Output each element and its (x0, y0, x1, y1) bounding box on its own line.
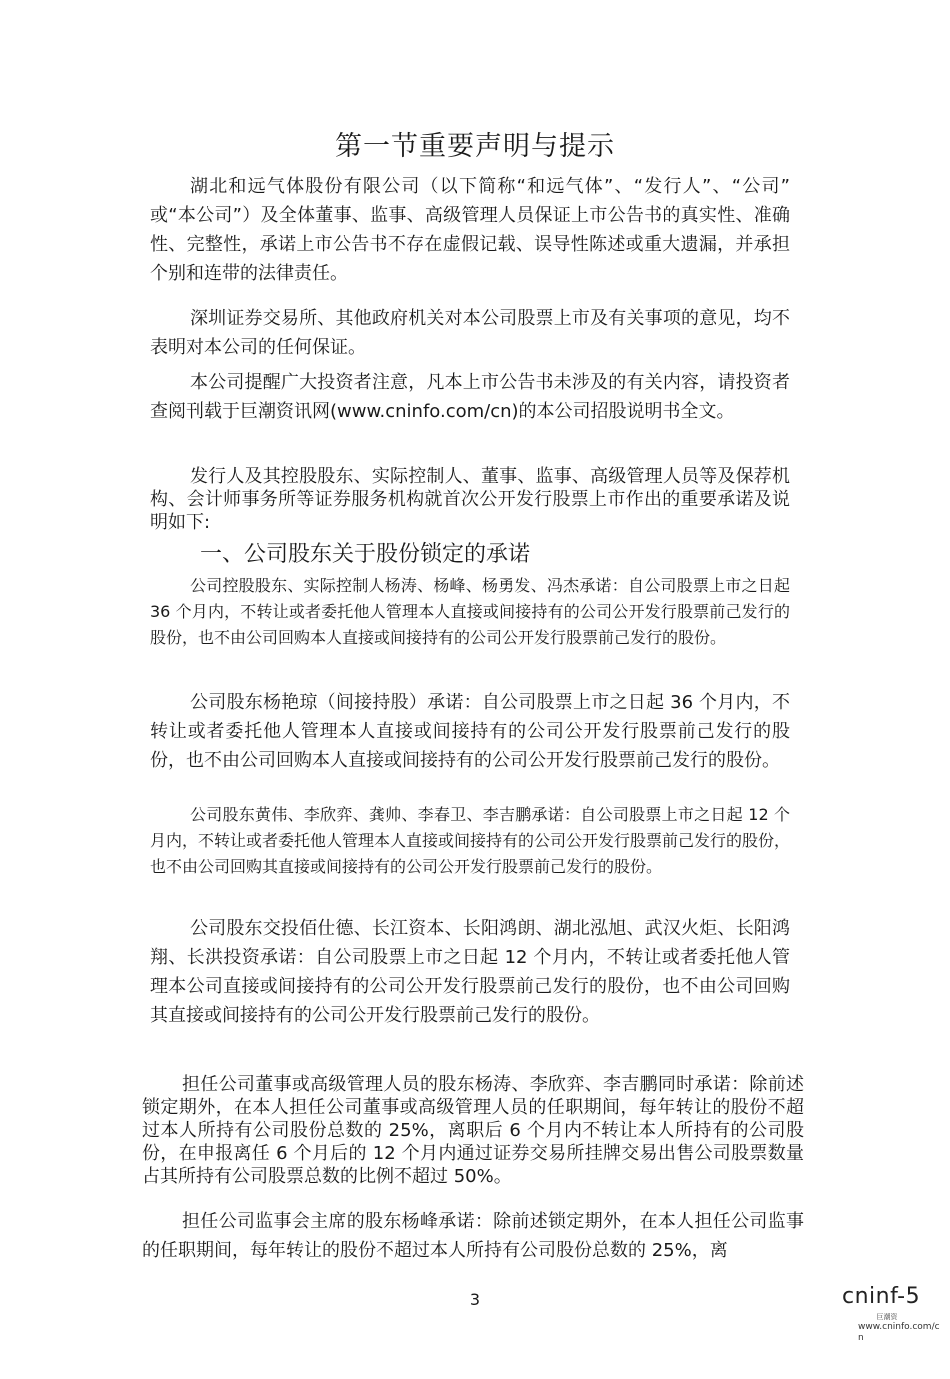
commitment-institutional-shareholders: 公司股东交投佰仕德、长江资本、长阳鸿朗、湖北泓旭、武汉火炬、长阳鸿翔、长洪投资承诺：自公司股票上市之日起 12 个月内，不转让或者委托他人管理本公司直接或间接持有的公司公开发行股票前己发行的股份，也不由公司回购其直接或间接持有的公司公开发行股票前己发行的股份。 (150, 918, 790, 1026)
commitment-controlling-shareholders: 公司控股股东、实际控制人杨涛、杨峰、杨勇发、冯杰承诺：自公司股票上市之日起 36 个月内，不转让或者委托他人管理本人直接或间接持有的公司公开发行股票前己发行的股份，也不由公司回购本人直接或间接持有的公司公开发行股票前己发行的股份。 (150, 576, 790, 647)
commitment-indirect-shareholder: 公司股东杨艳琼（间接持股）承诺：自公司股票上市之日起 36 个月内，不转让或者委托他人管理本人直接或间接持有的公司公开发行股票前己发行的股份，也不由公司回购本人直接或间接持有的公司公开发行股票前己发行的股份。 (150, 692, 790, 771)
watermark-cn-text: 巨潮资 (876, 1313, 898, 1321)
commitment-directors: 担任公司董事或高级管理人员的股东杨涛、李欣弈、李吉鹏同时承诺：除前述锁定期外，在本人担任公司董事或高级管理人员的任职期间，每年转让的股份不超过本人所持有公司股份总数的 25%，离职后 6 个月内不转让本人所持有的公司股份，在申报离任 6 个月后的 12 个月内通过证券交易所挂牌交易出售公司股票数量占其所持有公司股票总数的比例不超过 50%。 (142, 1074, 804, 1187)
exchange-disclaimer-paragraph: 深圳证券交易所、其他政府机关对本公司股票上市及有关事项的意见，均不表明对本公司的任何保证。 (150, 308, 790, 358)
commitment-individual-shareholders: 公司股东黄伟、李欣弈、龚帅、李春卫、李吉鹏承诺：自公司股票上市之日起 12 个月内，不转让或者委托他人管理本人直接或间接持有的公司公开发行股票前己发行的股份，也不由公司回购其直接或间接持有的公司公开发行股票前己发行的股份。 (150, 805, 791, 876)
watermark-url: www.cninfo.com/cn (858, 1322, 940, 1343)
declaration-paragraph: 湖北和远气体股份有限公司（以下简称“和远气体”、“发行人”、“公司” 或“本公司”）及全体董事、监事、高级管理人员保证上市公告书的真实性、准确性、完整性，承诺上市公告书不存在虚假记载、误导性陈述或重大遗漏，并承担个别和连带的法律责任。 (150, 176, 790, 284)
commitment-supervisor-chair: 担任公司监事会主席的股东杨峰承诺：除前述锁定期外，在本人担任公司监事的任职期间，每年转让的股份不超过本人所持有公司股份总数的 25%，离 (142, 1211, 804, 1261)
investor-notice-paragraph: 本公司提醒广大投资者注意，凡本上市公告书未涉及的有关内容，请投资者查阅刊载于巨潮资讯网(www.cninfo.com/cn)的本公司招股说明书全文。 (150, 372, 790, 422)
section-heading: 一、公司股东关于股份锁定的承诺 (200, 542, 531, 567)
page-number: 3 (469, 1290, 481, 1309)
section-title: 第一节重要声明与提示 (335, 131, 615, 162)
watermark (842, 1284, 942, 1344)
commitments-intro-paragraph: 发行人及其控股股东、实际控制人、董事、监事、高级管理人员等及保荐机构、会计师事务所等证券服务机构就首次公开发行股票上市作出的重要承诺及说明如下: (150, 466, 790, 533)
watermark-logo: cninf-5 (842, 1284, 921, 1309)
